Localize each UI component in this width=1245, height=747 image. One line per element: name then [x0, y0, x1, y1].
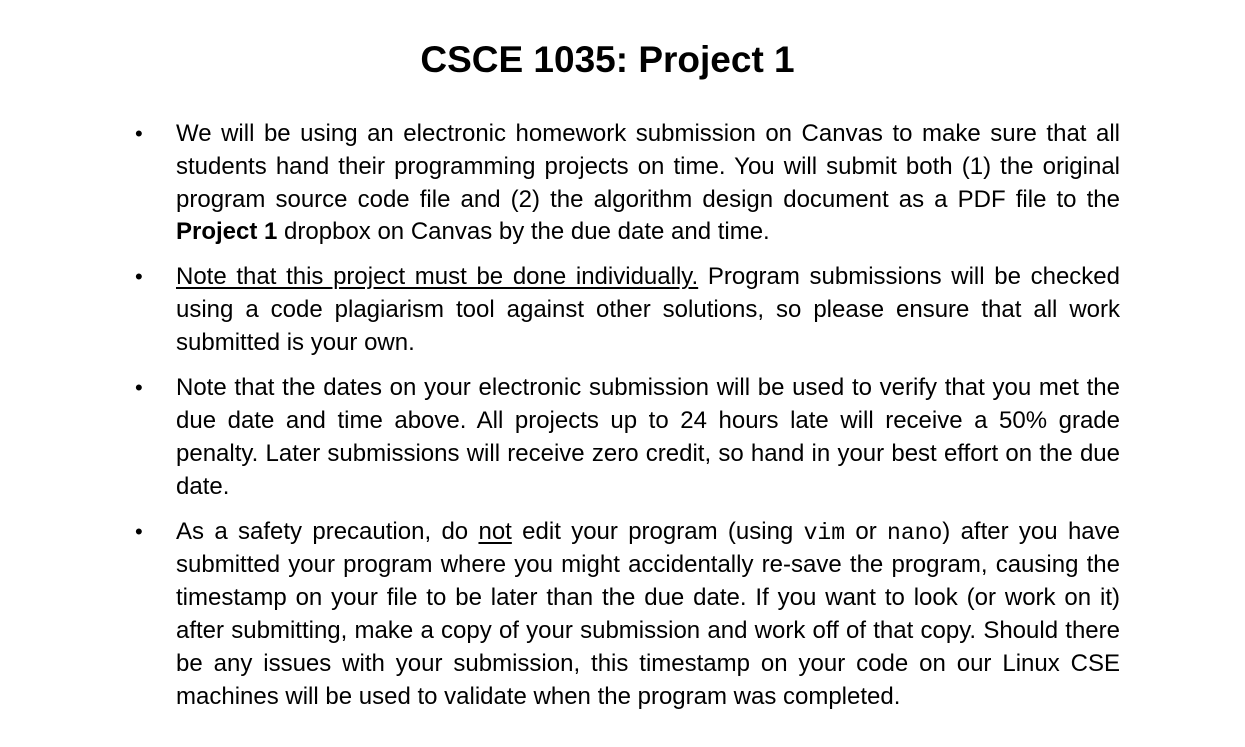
- bullet-submission: [135, 118, 1120, 249]
- underlined-not: not: [478, 517, 512, 545]
- bullet-late-policy: [135, 372, 1120, 503]
- bullet-text: We will be using an electronic homework submission on Canvas to make sure that all students hand their programming projects on time. You will submit both (1) the original program source code file and (2) the algorithm design document as a PDF file to the: [176, 120, 1120, 213]
- bullet-dot-icon: •: [135, 518, 143, 544]
- bullet-dot-icon: •: [135, 121, 143, 146]
- bold-project-name: Project 1: [176, 218, 278, 246]
- bullet-dot-icon: •: [135, 264, 143, 290]
- bullet-text: edit your program (using: [511, 517, 804, 545]
- bullet-list: [135, 118, 1120, 713]
- page-title: CSCE 1035: Project 1: [420, 39, 795, 80]
- code-nano: nano: [887, 519, 943, 546]
- bullet-text: Note that the dates on your electronic submission will be used to verify that you met the due date and time above. All projects up to 24 hours late will receive a 50% grade penalty. Later submissions will receive zero credit, so hand in your best effort on the due date.: [176, 374, 1120, 500]
- bullet-text: As a safety precaution, do: [176, 517, 479, 545]
- underlined-notice: Note that this project must be done individually.: [176, 263, 699, 291]
- bullet-safety: [135, 516, 1120, 714]
- bullet-text: Program submissions will be checked using a code plagiarism tool against other solutions, so please ensure that all work submitted is your own.: [176, 263, 1120, 357]
- bullet-text: or: [845, 517, 888, 545]
- bullet-text: ) after you have submitted your program where you might accidentally re-save the program, causing the timestamp on your file to be later than the due date. If you want to look (or work on it) after submitting, make a copy of your submission and work off of that copy. Should there be any issues with your submission, this timestamp on your code on our Linux CSE machines will be used to validate when the program was completed.: [176, 517, 1120, 710]
- code-vim: vim: [803, 519, 846, 546]
- bullet-individual: [135, 261, 1120, 359]
- bullet-dot-icon: •: [135, 375, 143, 401]
- bullet-text: dropbox on Canvas by the due date and time.: [277, 218, 770, 246]
